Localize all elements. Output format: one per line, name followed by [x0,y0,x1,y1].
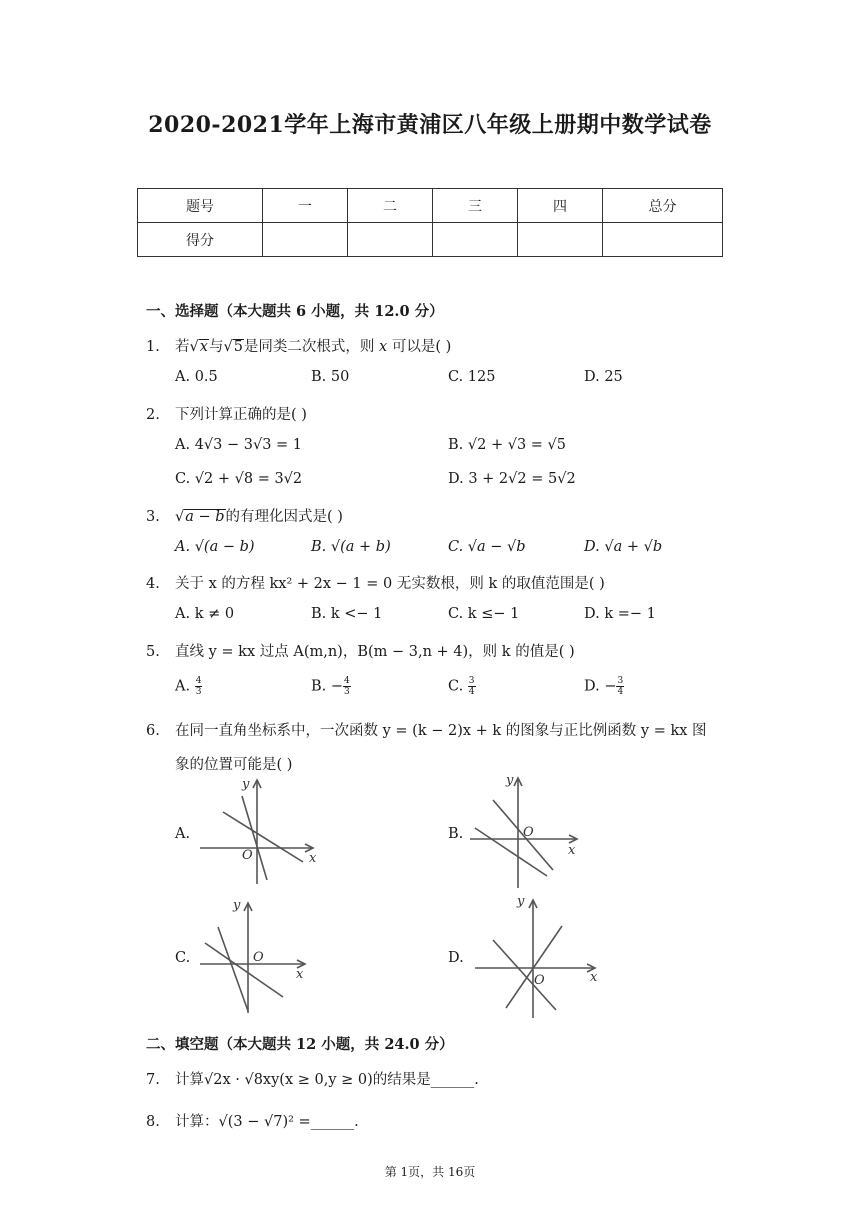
score-cell[interactable] [433,223,518,257]
score-header-cell: 一 [263,189,348,223]
q6-option-c[interactable]: C. [175,950,191,966]
score-table-score-row [138,223,723,257]
y-axis-label: y [242,777,250,792]
q1-option-a[interactable]: A. 0.5 [175,369,218,385]
function-line [205,943,283,997]
q6-option-d[interactable]: D. [448,950,464,966]
q3-option-d[interactable]: D. √a + √b [584,539,663,555]
score-header-cell: 总分 [603,189,723,223]
origin-label: O [242,848,253,863]
question-6-continued: 象的位置可能是( ) [175,757,293,773]
exam-title: 2020-2021学年上海市黄浦区八年级上册期中数学试卷 [148,112,712,138]
section1-heading: 一、选择题（本大题共 6 小题，共 12.0 分） [146,303,444,320]
page-footer: 第 1页，共 16页 [384,1165,476,1179]
question-1: 1. 若√x与√5是同类二次根式，则 x 可以是( ) [146,339,452,355]
question-number: 6. [146,723,160,739]
q3-option-b[interactable]: B. √(a + b) [311,539,391,555]
function-line [493,940,556,1010]
graph-b[interactable] [465,770,595,890]
score-header-cell: 二 [348,189,433,223]
score-cell[interactable] [603,223,723,257]
x-axis-label: x [309,851,317,866]
score-table-header-row [138,189,723,223]
q2-option-b[interactable]: B. √2 + √3 = √5 [448,437,567,453]
q5-option-d[interactable]: D. − $\frac{3}{4}$ [584,676,624,697]
question-6: 6. 在同一直角坐标系中，一次函数 y = (k − 2)x + k 的图象与正比例函数 y = kx 图 [146,723,707,739]
fraction: $\frac{4}{3}$ [195,676,202,697]
question-7: 7. 计算√2x · √8xy(x ≥ 0,y ≥ 0)的结果是______. [146,1072,479,1088]
score-cell[interactable] [263,223,348,257]
question-number: 7. [146,1072,160,1088]
fraction: $\frac{4}{3}$ [344,676,350,697]
y-axis-label: y [233,898,241,913]
q2-option-c[interactable]: C. √2 + √8 = 3√2 [175,471,303,487]
q5-option-c[interactable]: C. $\frac{3}{4}$ [448,676,475,697]
question-4: 4. 关于 x 的方程 kx² + 2x − 1 = 0 无实数根，则 k 的取值范围是( ) [146,576,605,592]
graph-d[interactable] [470,890,605,1020]
q4-option-d[interactable]: D. k =− 1 [584,606,656,622]
score-cell[interactable] [518,223,603,257]
question-number: 3. [146,509,160,525]
question-5: 5. 直线 y = kx 过点 A(m,n)，B(m − 3,n + 4)，则 k 的值是( ) [146,644,575,660]
q4-option-c[interactable]: C. k ≤− 1 [448,606,520,622]
score-header-cell: 题号 [138,189,263,223]
question-3: 3. √a − b的有理化因式是( ) [146,509,343,525]
graph-c[interactable] [195,895,315,1015]
origin-label: O [523,825,534,840]
q1-option-d[interactable]: D. 25 [584,369,623,385]
score-table [137,188,723,257]
q6-option-a[interactable]: A. [175,826,191,842]
x-axis-label: x [296,967,304,982]
q3-option-c[interactable]: C. √a − √b [448,539,526,555]
x-axis-label: x [590,970,598,985]
function-line [223,812,303,862]
section2-heading: 二、填空题（本大题共 12 小题，共 24.0 分） [146,1036,454,1053]
question-number: 2. [146,407,160,423]
fraction: $\frac{3}{4}$ [617,676,624,697]
function-line [475,828,547,876]
origin-label: O [253,950,264,965]
q5-option-a[interactable]: A. $\frac{4}{3}$ [175,676,202,697]
question-number: 1. [146,339,160,355]
score-header-cell: 四 [518,189,603,223]
score-header-cell: 三 [433,189,518,223]
y-axis-label: y [517,894,525,909]
q1-option-b[interactable]: B. 50 [311,369,350,385]
q4-option-a[interactable]: A. k ≠ 0 [175,606,235,622]
q3-option-a[interactable]: A. √(a − b) [175,539,255,555]
q2-option-a[interactable]: A. 4√3 − 3√3 = 1 [175,437,303,453]
question-8: 8. 计算：√(3 − √7)² =______. [146,1114,359,1130]
q1-option-c[interactable]: C. 125 [448,369,496,385]
question-2: 2. 下列计算正确的是( ) [146,407,307,423]
score-row-label: 得分 [138,223,263,257]
q5-option-b[interactable]: B. − $\frac{4}{3}$ [311,676,350,697]
function-line [506,926,562,1008]
fraction: $\frac{3}{4}$ [468,676,475,697]
question-number: 5. [146,644,160,660]
graph-a[interactable] [195,772,325,887]
q2-option-d[interactable]: D. 3 + 2√2 = 5√2 [448,471,576,487]
q4-option-b[interactable]: B. k <− 1 [311,606,383,622]
origin-label: O [534,973,545,988]
x-axis-label: x [568,843,576,858]
question-number: 8. [146,1114,160,1130]
question-number: 4. [146,576,160,592]
y-axis-label: y [506,773,514,788]
score-cell[interactable] [348,223,433,257]
q6-option-b[interactable]: B. [448,826,464,842]
